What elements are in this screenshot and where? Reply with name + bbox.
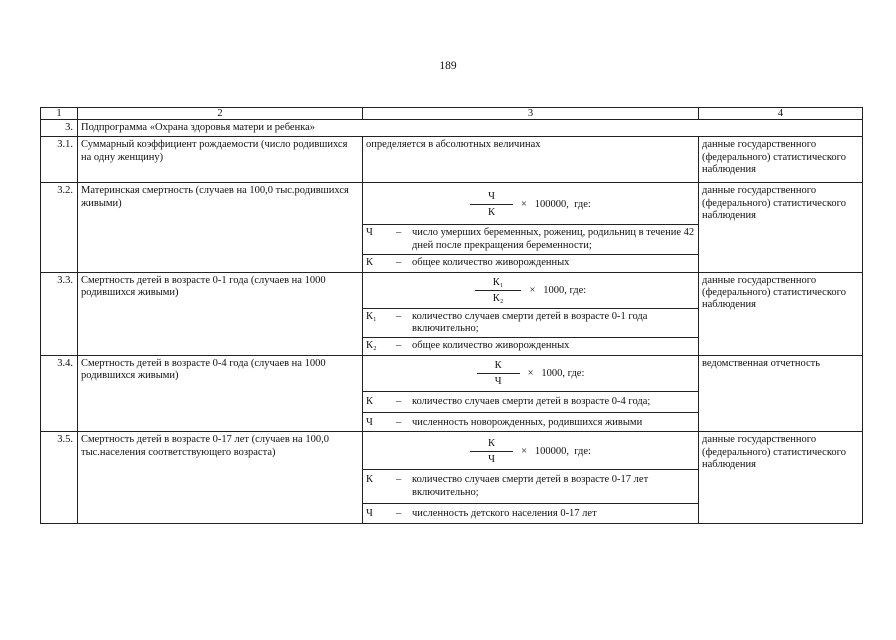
data-source: данные государственного (федерального) статистического наблюдения: [699, 432, 863, 523]
legend-item: [363, 255, 698, 271]
legend-dash: –: [396, 508, 402, 520]
section-number: 3.: [41, 120, 78, 137]
formula: [363, 273, 698, 309]
legend-item: [363, 413, 698, 431]
row-number: 3.1.: [41, 137, 78, 183]
calculation-method: [363, 272, 699, 355]
formula: [363, 183, 698, 225]
denominator: К₂: [492, 293, 504, 304]
legend-item: [363, 470, 698, 504]
row-number: 3.5.: [41, 432, 78, 523]
legend-dash: –: [396, 257, 402, 269]
legend-item: [363, 392, 698, 413]
column-header: 1: [41, 108, 78, 120]
indicator-name: Смертность детей в возрасте 0-17 лет (случаев на 100,0 тыс.населения соответствующего возраста): [78, 432, 363, 523]
column-header: 4: [699, 108, 863, 120]
legend-dash: –: [396, 340, 402, 352]
column-header: 3: [363, 108, 699, 120]
legend-symbol: К₂: [366, 340, 377, 352]
legend-item: [363, 225, 698, 255]
indicator-name: Материнская смертность (случаев на 100,0 тыс.родившихся живыми): [78, 183, 363, 272]
table-row: [41, 272, 863, 355]
numerator: К₁: [475, 277, 522, 291]
indicator-name: Смертность детей в возрасте 0-4 года (случаев на 1000 родившихся живыми): [78, 355, 363, 432]
legend-symbol: Ч: [366, 417, 373, 428]
legend-item: [363, 309, 698, 339]
table-row: [41, 355, 863, 432]
legend-description: общее количество живорожденных: [412, 257, 570, 269]
formula: [363, 432, 698, 470]
indicators-table: [40, 107, 863, 524]
legend-symbol: К: [366, 395, 374, 407]
formula-multiplier: × 1000, где:: [527, 367, 585, 379]
legend-description: количество случаев смерти детей в возрасте 0-4 года;: [412, 395, 651, 407]
numerator: К: [477, 360, 520, 374]
legend-dash: –: [396, 395, 402, 407]
indicator-name: Смертность детей в возрасте 0-1 года (случаев на 1000 родившихся живыми): [78, 272, 363, 355]
numerator: К: [470, 438, 513, 452]
denominator: Ч: [488, 453, 495, 465]
page-number: 189: [439, 60, 457, 72]
legend-symbol: К₁: [366, 310, 377, 322]
section-title: Подпрограмма «Охрана здоровья матери и ребенка»: [78, 120, 863, 137]
data-source: ведомственная отчетность: [699, 355, 863, 432]
calculation-method: [363, 432, 699, 523]
legend-symbol: Ч: [366, 227, 373, 239]
numerator: Ч: [470, 191, 513, 205]
legend-description: число умерших беременных, рожениц, родильниц в течение 42 дней после прекращения беременности;: [412, 227, 695, 251]
fraction: [470, 438, 513, 467]
legend-dash: –: [396, 310, 402, 322]
legend-description: количество случаев смерти детей в возрасте 0-17 лет включительно;: [412, 474, 649, 498]
table-row: [41, 183, 863, 272]
formula: [363, 356, 698, 392]
indicator-name: Суммарный коэффициент рождаемости (число родившихся на одну женщину): [78, 137, 363, 183]
row-number: 3.2.: [41, 183, 78, 272]
legend-description: численность новорожденных, родившихся живыми: [412, 417, 643, 428]
data-source: данные государственного (федерального) статистического наблюдения: [699, 137, 863, 183]
legend-description: количество случаев смерти детей в возрасте 0-1 года включительно;: [412, 310, 648, 334]
legend-item: [363, 338, 698, 354]
table-row: [41, 137, 863, 183]
legend-description: численность детского населения 0-17 лет: [412, 508, 597, 520]
formula-multiplier: × 100000, где:: [520, 198, 591, 210]
calculation-method: [363, 183, 699, 272]
legend-dash: –: [396, 227, 402, 239]
denominator: К: [488, 206, 496, 218]
formula-multiplier: × 1000, где:: [529, 284, 587, 296]
legend-symbol: К: [366, 257, 374, 269]
legend-description: общее количество живорожденных: [412, 340, 570, 352]
data-source: данные государственного (федерального) статистического наблюдения: [699, 272, 863, 355]
formula-multiplier: × 100000, где:: [521, 445, 591, 457]
legend-symbol: Ч: [366, 508, 373, 520]
denominator: Ч: [494, 376, 502, 388]
row-number: 3.4.: [41, 355, 78, 432]
fraction: [477, 360, 520, 389]
calculation-method: определяется в абсолютных величинах: [363, 137, 699, 183]
fraction: [475, 277, 522, 306]
fraction: [470, 191, 513, 220]
legend-dash: –: [396, 474, 402, 486]
section-row: [41, 120, 863, 137]
legend-item: [363, 504, 698, 522]
table-row: [41, 432, 863, 523]
table-header-row: [41, 108, 863, 120]
legend-symbol: К: [366, 474, 374, 486]
calculation-method: [363, 355, 699, 432]
legend-dash: –: [396, 417, 402, 428]
column-header: 2: [78, 108, 363, 120]
row-number: 3.3.: [41, 272, 78, 355]
data-source: данные государственного (федерального) статистического наблюдения: [699, 183, 863, 272]
